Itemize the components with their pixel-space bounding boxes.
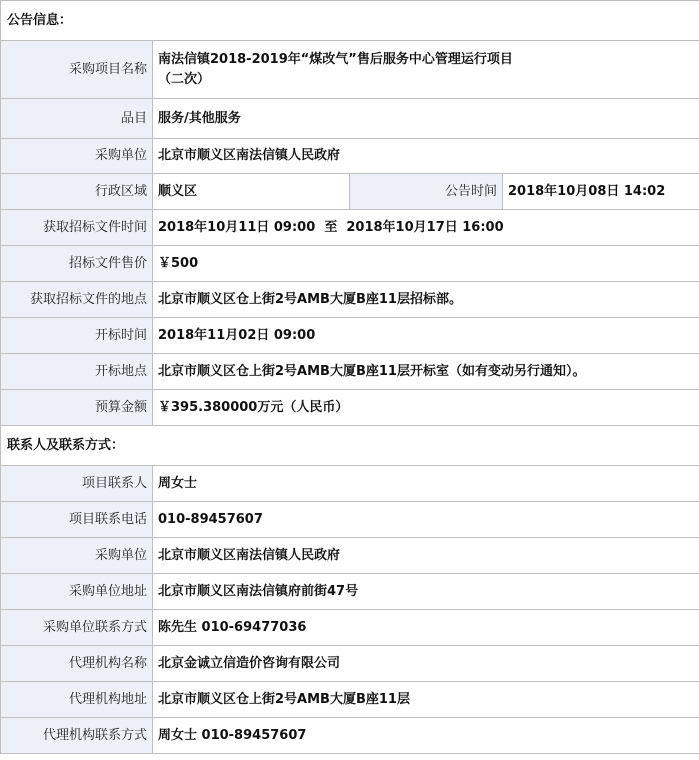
agency-name-value: 北京金诚立信造价咨询有限公司 — [153, 646, 699, 682]
purchaser-contact-value: 陈先生 010-69477036 — [153, 610, 699, 646]
contact-purchaser-label: 采购单位 — [1, 538, 153, 574]
purchaser-value: 北京市顺义区南法信镇人民政府 — [153, 139, 699, 174]
budget-value: ￥395.380000万元（人民币） — [153, 390, 699, 426]
agency-name-label: 代理机构名称 — [1, 646, 153, 682]
purchaser-contact-label: 采购单位联系方式 — [1, 610, 153, 646]
project-contact-value: 周女士 — [153, 466, 699, 502]
doc-location-label: 获取招标文件的地点 — [1, 282, 153, 318]
project-name-line2: （二次） — [158, 71, 211, 87]
announcement-section-title: 公告信息： — [1, 1, 699, 41]
project-phone-label: 项目联系电话 — [1, 502, 153, 538]
region-value: 顺义区 — [153, 174, 350, 210]
doc-period-value: 2018年10月11日 09:00 至 2018年10月17日 16:00 — [153, 210, 699, 246]
agency-address-label: 代理机构地址 — [1, 682, 153, 718]
category-row — [1, 99, 699, 139]
project-contact-row — [1, 466, 699, 502]
purchaser-address-row — [1, 574, 699, 610]
purchaser-label: 采购单位 — [1, 139, 153, 174]
open-time-value: 2018年11月02日 09:00 — [153, 318, 699, 354]
doc-period-label: 获取招标文件时间 — [1, 210, 153, 246]
doc-price-label: 招标文件售价 — [1, 246, 153, 282]
open-location-label: 开标地点 — [1, 354, 153, 390]
contacts-section-title: 联系人及联系方式： — [1, 426, 699, 466]
project-contact-label: 项目联系人 — [1, 466, 153, 502]
agency-contact-label: 代理机构联系方式 — [1, 718, 153, 754]
agency-contact-value: 周女士 010-89457607 — [153, 718, 699, 754]
purchaser-row — [1, 139, 699, 174]
purchaser-contact-row — [1, 610, 699, 646]
announce-time-value: 2018年10月08日 14:02 — [503, 174, 699, 210]
agency-name-row — [1, 646, 699, 682]
category-label: 品目 — [1, 99, 153, 139]
budget-label: 预算金额 — [1, 390, 153, 426]
doc-price-row — [1, 246, 699, 282]
region-row — [1, 174, 699, 210]
contact-purchaser-row — [1, 538, 699, 574]
open-location-row — [1, 354, 699, 390]
category-value: 服务/其他服务 — [153, 99, 699, 139]
doc-price-value: ￥500 — [153, 246, 699, 282]
open-time-row — [1, 318, 699, 354]
agency-address-value: 北京市顺义区仓上街2号AMB大厦B座11层 — [153, 682, 699, 718]
project-name-line1: 南法信镇2018-2019年“煤改气”售后服务中心管理运行项目 — [158, 51, 513, 67]
doc-location-row — [1, 282, 699, 318]
purchaser-address-label: 采购单位地址 — [1, 574, 153, 610]
project-phone-value: 010-89457607 — [153, 502, 699, 538]
project-name-row — [1, 41, 699, 99]
contacts-section-header — [1, 426, 699, 466]
region-label: 行政区域 — [1, 174, 153, 210]
doc-period-row — [1, 210, 699, 246]
project-name-label: 采购项目名称 — [1, 41, 153, 99]
agency-address-row — [1, 682, 699, 718]
announcement-section-header — [1, 1, 699, 41]
announce-time-label: 公告时间 — [350, 174, 503, 210]
open-time-label: 开标时间 — [1, 318, 153, 354]
contact-purchaser-value: 北京市顺义区南法信镇人民政府 — [153, 538, 699, 574]
budget-row — [1, 390, 699, 426]
open-location-value: 北京市顺义区仓上街2号AMB大厦B座11层开标室（如有变动另行通知）。 — [153, 354, 699, 390]
project-name-value — [153, 41, 699, 99]
agency-contact-row — [1, 718, 699, 754]
project-phone-row — [1, 502, 699, 538]
doc-location-value: 北京市顺义区仓上街2号AMB大厦B座11层招标部。 — [153, 282, 699, 318]
purchaser-address-value: 北京市顺义区南法信镇府前街47号 — [153, 574, 699, 610]
